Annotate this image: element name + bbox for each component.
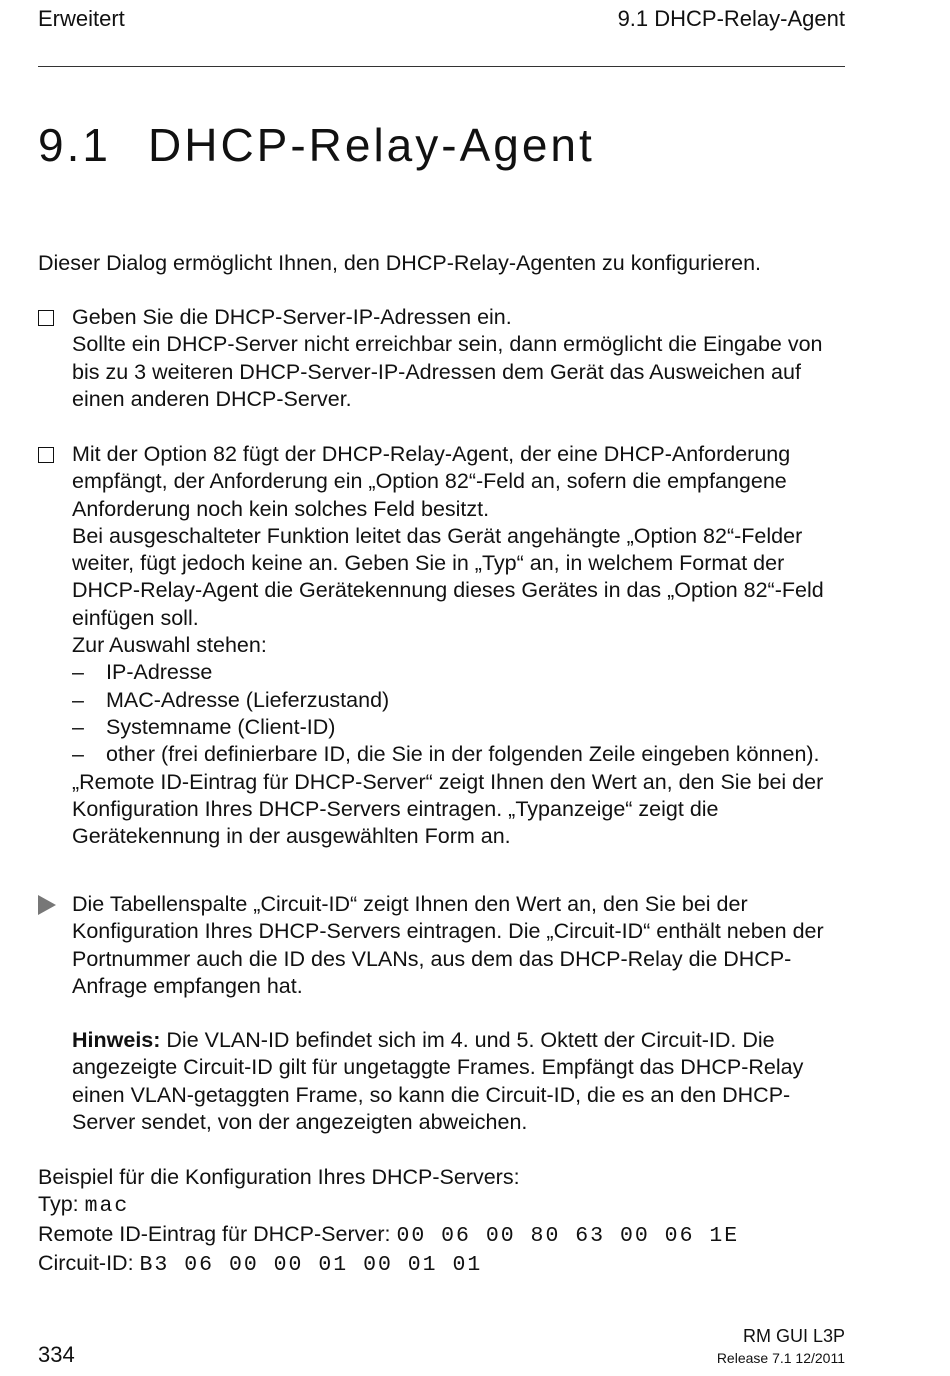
instruction-item-option82 bbox=[38, 441, 850, 850]
footer-release: Release 7.1 12/2011 bbox=[716, 1350, 845, 1366]
example-remote-line: Remote ID-Eintrag für DHCP-Server: 00 06 00 80 63 00 06 1E bbox=[38, 1221, 740, 1248]
item2-choices-label: Zur Auswahl stehen: bbox=[72, 633, 267, 658]
header-section-label: Erweitert bbox=[38, 6, 125, 31]
list-item: – Systemname (Client-ID) bbox=[72, 714, 336, 739]
checkbox-icon bbox=[38, 447, 54, 463]
header-divider bbox=[38, 66, 845, 67]
title-text: DHCP-Relay-Agent bbox=[148, 119, 595, 171]
example-type-value: mac bbox=[84, 1194, 130, 1219]
example-type-line: Typ: mac bbox=[38, 1192, 130, 1219]
note-label: Hinweis: bbox=[72, 1028, 161, 1053]
instruction-item-server-ip bbox=[38, 304, 850, 413]
list-item: – MAC-Adresse (Lieferzustand) bbox=[72, 687, 390, 712]
info-item-circuit-id bbox=[38, 891, 850, 1136]
note-paragraph bbox=[72, 1027, 850, 1136]
example-remote-value: 00 06 00 80 63 00 06 1E bbox=[396, 1223, 740, 1248]
list-item: – other (frei definierbare ID, die Sie in der folgenden Zeile eingeben können). bbox=[72, 742, 820, 767]
item1-line1: Geben Sie die DHCP-Server-IP-Adressen ein. bbox=[72, 305, 512, 329]
intro-paragraph: Dieser Dialog ermöglicht Ihnen, den DHCP-Relay-Agenten zu konfigurieren. bbox=[38, 251, 762, 275]
example-circuit-line: Circuit-ID: B3 06 00 00 01 00 01 01 bbox=[38, 1250, 483, 1277]
choices-list bbox=[72, 659, 850, 768]
title-number: 9.1 bbox=[38, 119, 111, 171]
item1-line2: Sollte ein DHCP-Server nicht erreichbar sein, dann ermöglicht die Eingabe von bis zu 3 weiteren DHCP-Server-IP-Adressen dem Gerät das Ausweichen auf einen anderen DHCP-Server. bbox=[72, 332, 823, 411]
footer-doc-title: RM GUI L3P bbox=[742, 1326, 845, 1346]
page-title bbox=[38, 118, 595, 172]
item2-para3: „Remote ID-Eintrag für DHCP-Server“ zeigt Ihnen den Wert an, den Sie bei der Konfiguration Ihres DHCP-Servers eintragen. „Typanzeige“ zeigt die Gerätekennung in der ausgewählten Form an. bbox=[72, 769, 824, 849]
checkbox-icon bbox=[38, 310, 54, 326]
item2-para2: Bei ausgeschalteter Funktion leitet das Gerät angehängte „Option 82“-Felder weiter, fügt jedoch keine an. Geben Sie in „Typ“ an, in welchem Format der DHCP-Relay-Agent die Gerätekennung dieses Gerätes in das „Option 82“-Feld einfügen soll. bbox=[72, 523, 824, 630]
triangle-right-icon bbox=[38, 895, 56, 915]
item2-para1: Mit der Option 82 fügt der DHCP-Relay-Agent, der eine DHCP-Anforderung empfängt, der Anforderung ein „Option 82“-Feld an, sofern die empfangene Anforderung noch kein solches Feld besitzt. bbox=[72, 442, 791, 521]
list-item: – IP-Adresse bbox=[72, 660, 213, 685]
page-number: 334 bbox=[38, 1342, 75, 1367]
example-block bbox=[38, 1164, 850, 1279]
header-chapter-label: 9.1 DHCP-Relay-Agent bbox=[617, 6, 845, 31]
example-circuit-value: B3 06 00 00 01 00 01 01 bbox=[139, 1252, 483, 1277]
example-heading: Beispiel für die Konfiguration Ihres DHCP-Servers: bbox=[38, 1165, 520, 1189]
item3-para1: Die Tabellenspalte „Circuit-ID“ zeigt Ihnen den Wert an, den Sie bei der Konfiguration Ihres DHCP-Servers eintragen. Die „Circuit-ID“ enthält neben der Portnummer auch die ID des VLANs, aus dem das DHCP-Relay die DHCP-Anfrage empfangen hat. bbox=[72, 892, 824, 998]
note-text: Die VLAN-ID befindet sich im 4. und 5. Oktett der Circuit-ID. Die angezeigte Circuit-ID gilt für ungetaggte Frames. Empfängt das DHCP-Relay einen VLAN-getaggten Frame, so kann die Circuit-ID, die es an den DHCP-Server sendet, von der angezeigten abweichen. bbox=[72, 1028, 804, 1135]
